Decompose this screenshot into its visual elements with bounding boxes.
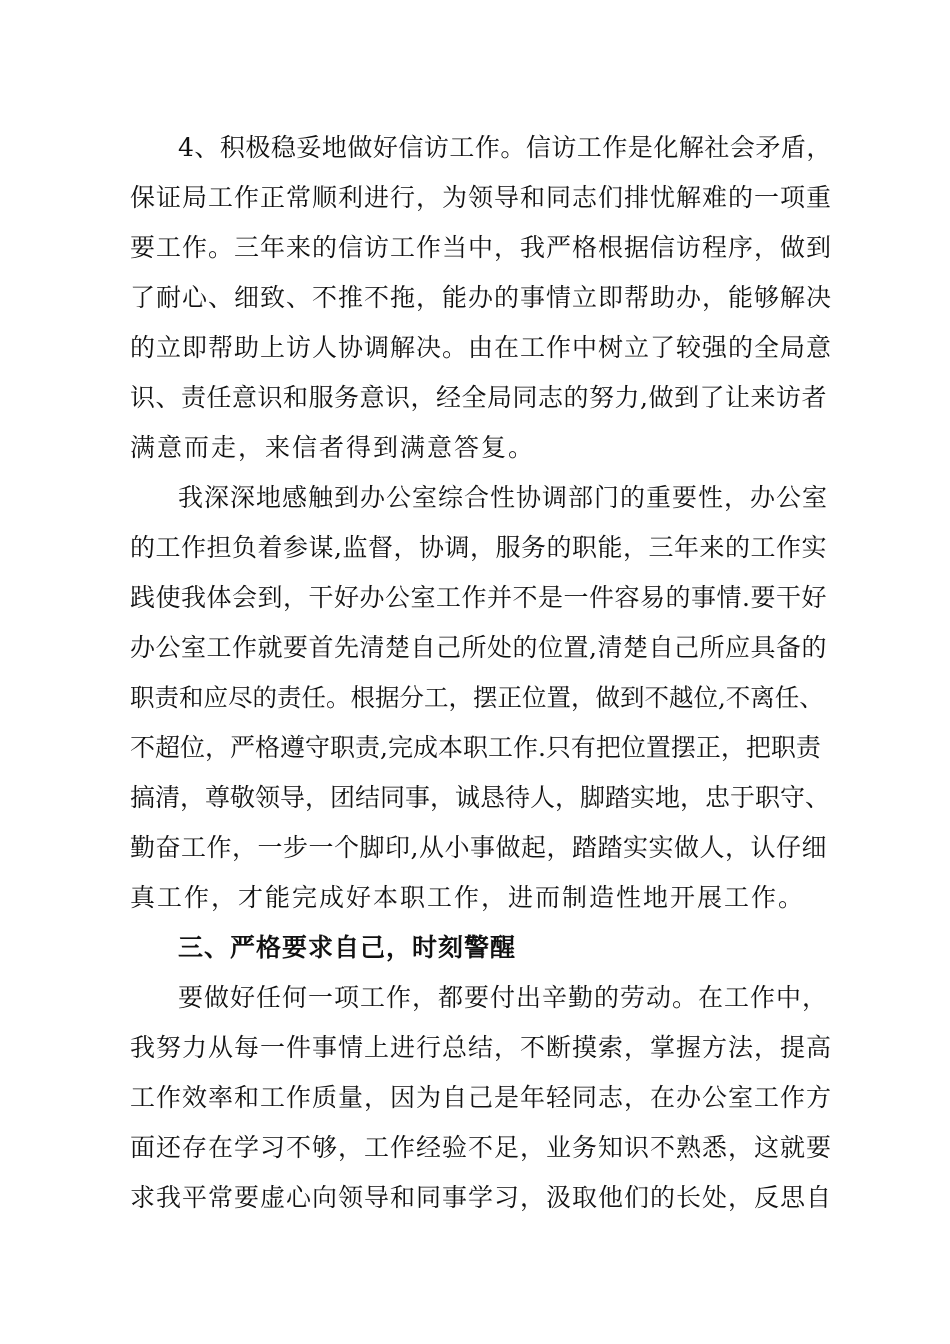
paragraph-2-line: 不超位，严格遵守职责,完成本职工作.只有把位置摆正，把职责 [130,733,821,762]
paragraph-1-line: 的立即帮助上访人协调解决。由在工作中树立了较强的全局意 [130,333,833,362]
paragraph-2-line: 真工作，才能完成好本职工作，进而制造性地开展工作。 [130,883,806,912]
paragraph-1-line: 要工作。三年来的信访工作当中，我严格根据信访程序，做到 [130,233,833,262]
paragraph-1-line: 满意而走，来信者得到满意答复。 [130,433,536,462]
paragraph-3-line: 工作效率和工作质量，因为自己是年轻同志，在办公室工作方 [130,1083,833,1112]
paragraph-1-line: 保证局工作正常顺利进行，为领导和同志们排忧解难的一项重 [130,183,833,212]
paragraph-2-line: 职责和应尽的责任。根据分工，摆正位置，做到不越位,不离任、 [130,683,824,712]
paragraph-3-line: 要做好任何一项工作，都要付出辛勤的劳动。在工作中， [178,983,829,1012]
paragraph-1-line: 了耐心、细致、不推不拖，能办的事情立即帮助办，能够解决 [130,283,833,312]
paragraph-2-line: 办公室工作就要首先清楚自己所处的位置,清楚自己所应具备的 [130,633,827,662]
paragraph-2-line: 我深深地感触到办公室综合性协调部门的重要性，办公室 [178,483,829,512]
paragraph-2-line: 勤奋工作，一步一个脚印,从小事做起，踏踏实实做人，认仔细 [130,833,827,862]
paragraph-3-line: 面还存在学习不够，工作经验不足，业务知识不熟悉，这就要 [130,1133,833,1162]
section-heading: 三、严格要求自己，时刻警醒 [178,933,517,962]
paragraph-2-line: 搞清，尊敬领导，团结同事，诚恳待人，脚踏实地，忠于职守、 [130,783,831,812]
paragraph-3-line: 我努力从每一件事情上进行总结，不断摸索，掌握方法，提高 [130,1033,833,1062]
paragraph-3-line: 求我平常要虚心向领导和同事学习，汲取他们的长处，反思自 [130,1183,833,1212]
paragraph-1-line: 识、责任意识和服务意识，经全局同志的努力,做到了让来访者 [130,383,827,412]
paragraph-2-line: 的工作担负着参谋,监督，协调，服务的职能，三年来的工作实 [130,533,827,562]
paragraph-2-line: 践使我体会到，干好办公室工作并不是一件容易的事情.要干好 [130,583,827,612]
paragraph-1-line: 4、积极稳妥地做好信访工作。信访工作是化解社会矛盾， [178,133,832,162]
